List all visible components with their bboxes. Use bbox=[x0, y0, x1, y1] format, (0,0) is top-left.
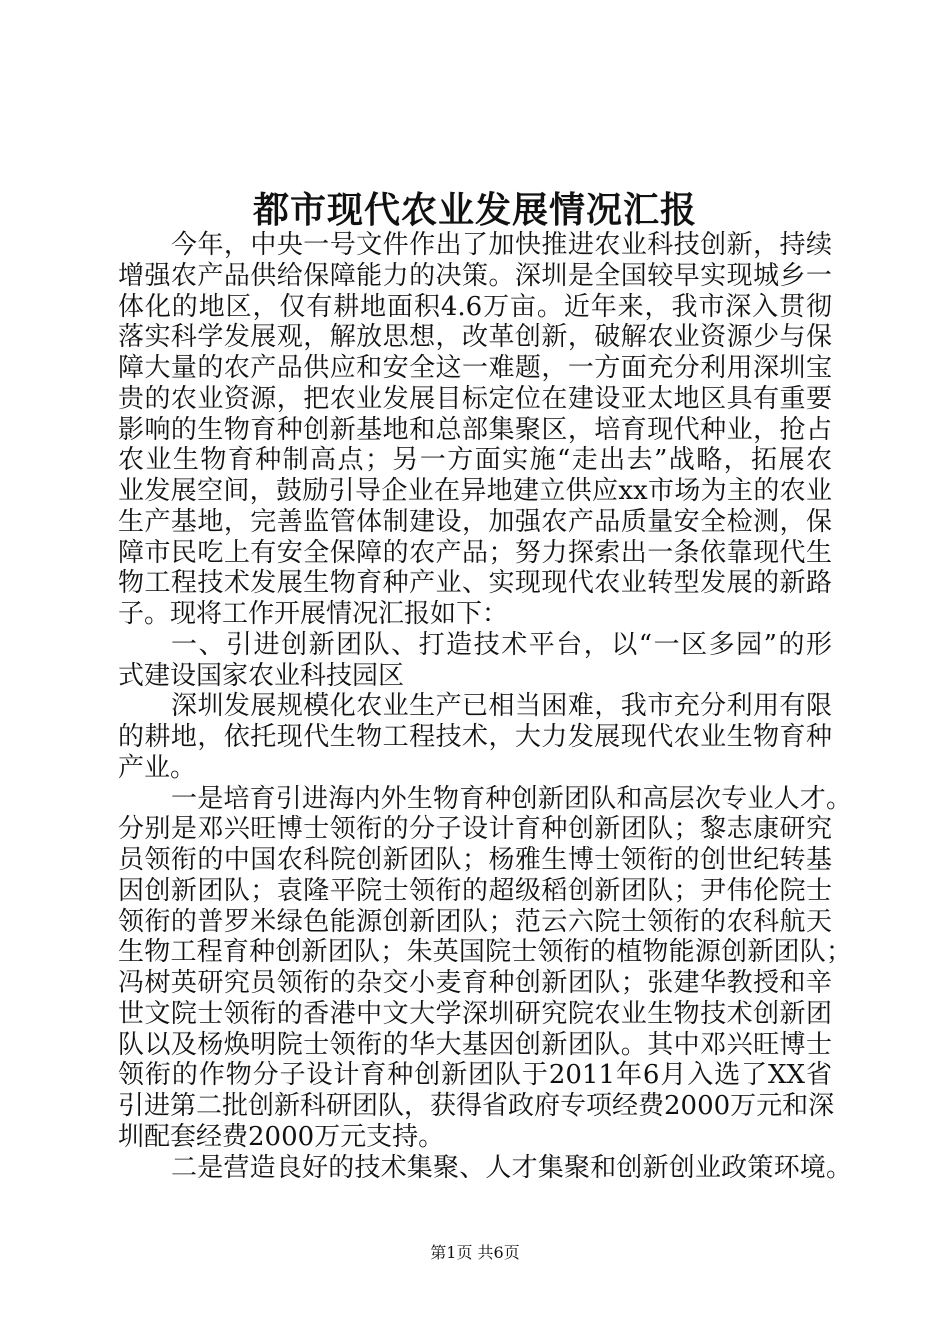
text-line: 增强农产品供给保障能力的决策。深圳是全国较早实现城乡一 bbox=[118, 260, 832, 291]
text-line: 物工程技术发展生物育种产业、实现现代农业转型发展的新路 bbox=[118, 568, 832, 599]
text-line: 因创新团队；袁隆平院士领衔的超级稻创新团队；尹伟伦院士 bbox=[118, 875, 832, 906]
text-line: 一是培育引进海内外生物育种创新团队和高层次专业人才。 bbox=[171, 783, 852, 814]
text-line: 影响的生物育种创新基地和总部集聚区，培育现代种业，抢占 bbox=[118, 414, 832, 445]
text-line: 体化的地区，仅有耕地面积4.6万亩。近年来，我市深入贯彻 bbox=[118, 291, 832, 322]
page-footer: 第1页 共6页 bbox=[430, 1243, 520, 1262]
document-body bbox=[118, 230, 852, 1183]
text-line: 产业。 bbox=[118, 752, 197, 783]
text-line: 冯树英研究员领衔的杂交小麦育种创新团队；张建华教授和辛 bbox=[118, 968, 832, 998]
text-line: 深圳发展规模化农业生产已相当困难，我市充分利用有限 bbox=[171, 691, 832, 722]
text-line: 二是营造良好的技术集聚、人才集聚和创新创业政策环境。 bbox=[171, 1152, 852, 1183]
text-line: 生产基地，完善监管体制建设，加强农产品质量安全检测，保 bbox=[118, 506, 832, 537]
text-line: 今年，中央一号文件作出了加快推进农业科技创新，持续 bbox=[171, 230, 832, 260]
section-heading-line: 式建设国家农业科技园区 bbox=[118, 660, 405, 691]
text-line: 贵的农业资源，把农业发展目标定位在建设亚太地区具有重要 bbox=[118, 383, 832, 414]
text-line: 分别是邓兴旺博士领衔的分子设计育种创新团队；黎志康研究 bbox=[118, 814, 832, 845]
section-heading-line: 一、引进创新团队、打造技术平台，以“一区多园”的形 bbox=[171, 629, 832, 660]
text-line: 队以及杨焕明院士领衔的华大基因创新团队。其中邓兴旺博士 bbox=[118, 1029, 832, 1060]
text-line: 业发展空间，鼓励引导企业在异地建立供应xx市场为主的农业 bbox=[118, 476, 832, 506]
text-line: 障市民吃上有安全保障的农产品；努力探索出一条依靠现代生 bbox=[118, 537, 832, 568]
text-line: 落实科学发展观，解放思想，改革创新，破解农业资源少与保 bbox=[118, 322, 832, 353]
text-line: 世文院士领衔的香港中文大学深圳研究院农业生物技术创新团 bbox=[118, 998, 832, 1029]
text-line: 生物工程育种创新团队；朱英国院士领衔的植物能源创新团队； bbox=[118, 937, 852, 968]
text-line: 员领衔的中国农科院创新团队；杨雅生博士领衔的创世纪转基 bbox=[118, 845, 832, 875]
text-line: 农业生物育种制高点；另一方面实施“走出去”战略，拓展农 bbox=[118, 445, 832, 476]
text-line: 圳配套经费2000万元支持。 bbox=[118, 1121, 445, 1152]
text-line: 障大量的农产品供应和安全这一难题，一方面充分利用深圳宝 bbox=[118, 353, 832, 383]
text-line: 的耕地，依托现代生物工程技术，大力发展现代农业生物育种 bbox=[118, 722, 832, 752]
document-title: 都市现代农业发展情况汇报 bbox=[252, 189, 697, 231]
text-line: 领衔的作物分子设计育种创新团队于2011年6月入选了XX省 bbox=[118, 1060, 832, 1091]
text-line: 领衔的普罗米绿色能源创新团队；范云六院士领衔的农科航天 bbox=[118, 906, 832, 937]
text-line: 引进第二批创新科研团队，获得省政府专项经费2000万元和深 bbox=[118, 1091, 835, 1121]
text-line: 子。现将工作开展情况汇报如下： bbox=[118, 599, 509, 629]
